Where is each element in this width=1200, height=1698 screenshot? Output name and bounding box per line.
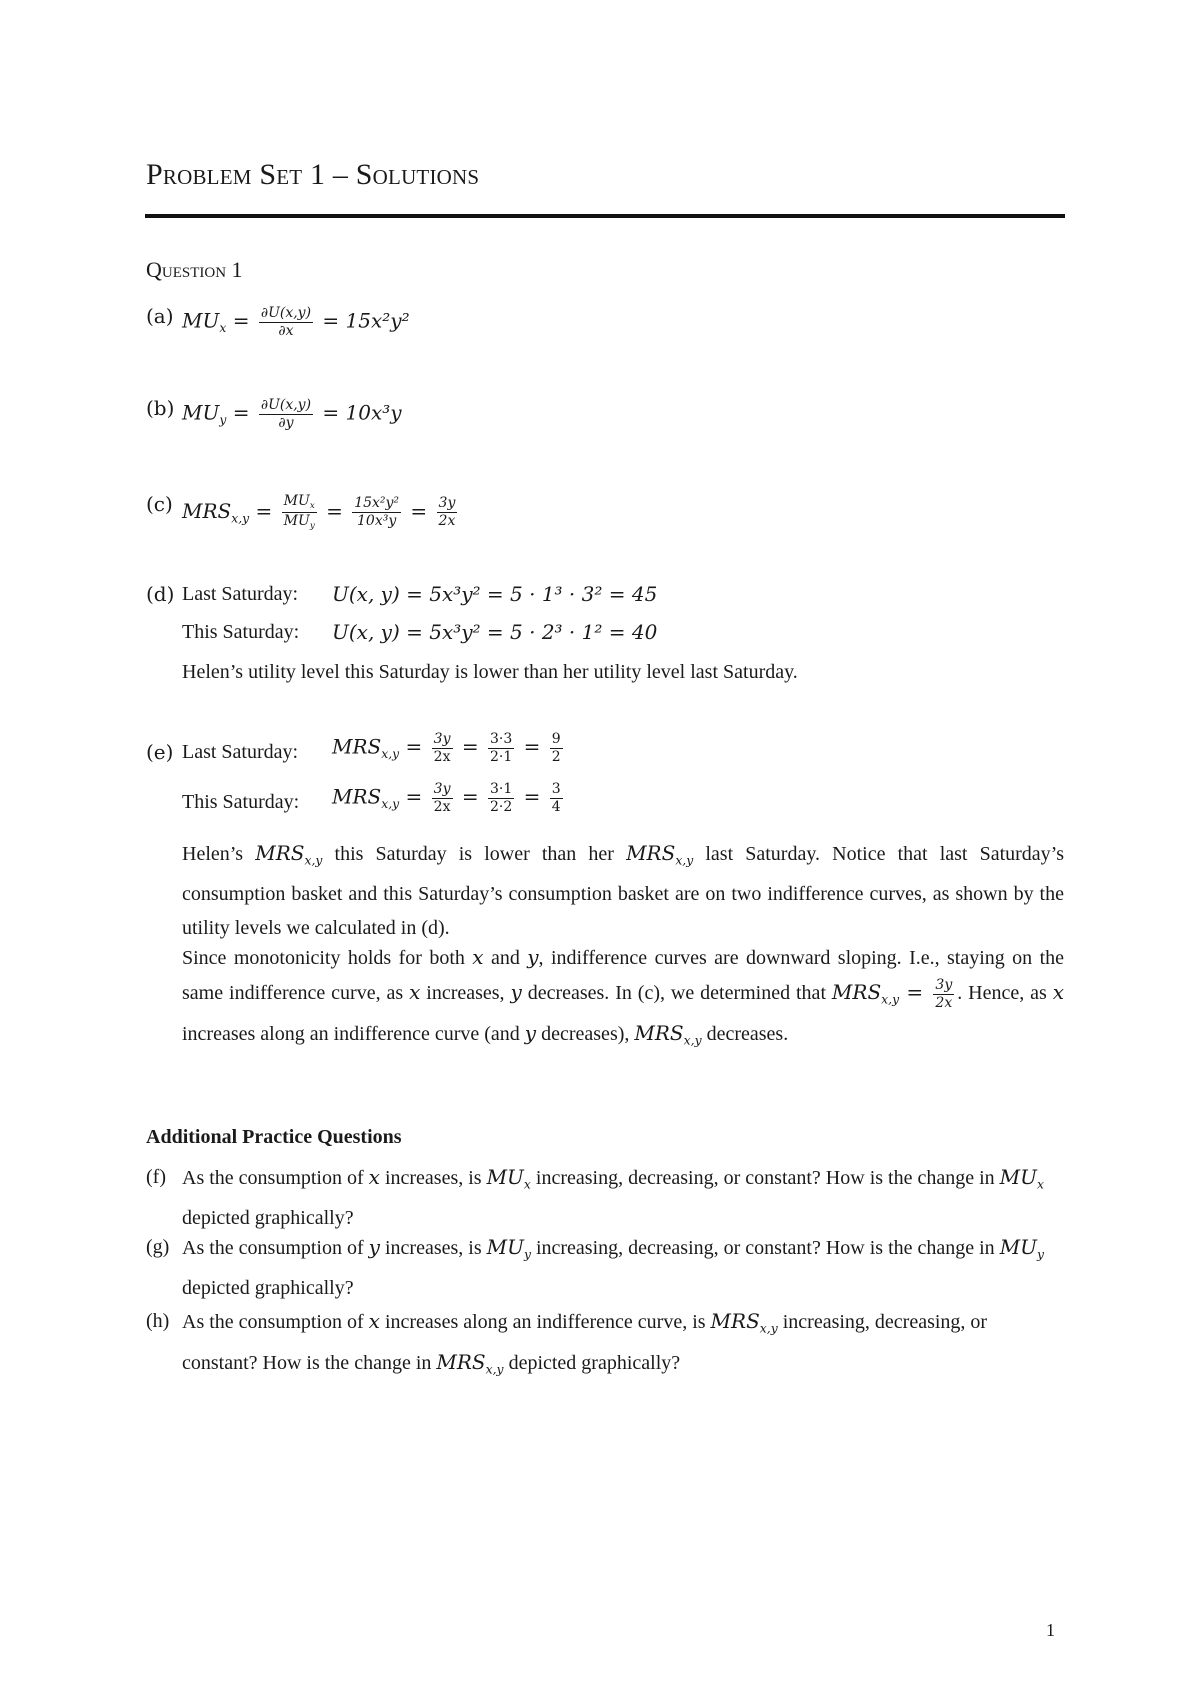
additional-practice-heading: Additional Practice Questions: [146, 1126, 402, 1148]
part-e-paragraph-2: Since monotonicity holds for both x and y, indifference curves are downward sloping. I.e., staying on the same indifference curve, as x increases, y decreases. In (c), we determined that $MRS_{x,y}$ = $\frac{3y}{2x}$ . Hence, as x increases along an indifference curve (and y decreases), $MRS_{x,y}$ decreases.: [182, 945, 1065, 1048]
part-e-this-equation: $MRS_{x,y}$ = $\frac{3y}{2x}$ = $\frac{3\cdot 1}{2\cdot 2}$ = $\frac{3}{4}$: [332, 781, 561, 815]
part-e-this-label: This Saturday:: [182, 791, 300, 813]
part-b-equation: $MU_y$ = $\frac{\partial U(x,y)}{\partial y}$ = 10x³y: [182, 397, 402, 431]
part-a-fraction: $\frac{\partial U(x,y)}{\partial x}$: [260, 305, 312, 339]
part-d-last-equation: U(x, y) = 5x³y² = 5 · 1³ · 3² = 45: [332, 582, 658, 606]
part-d-last-label: Last Saturday:: [182, 583, 299, 605]
question-heading: Question 1: [146, 257, 243, 282]
part-c-fraction-2: $\frac{\text{15x²y²}}{\text{10x³y}}$: [354, 495, 400, 530]
page-number: 1: [1046, 1620, 1055, 1640]
practice-item-g: (g) As the consumption of y increases, is $MU_y$ increasing, decreasing, or constant? How is the change in $MU_y$ depicted graphically?: [146, 1235, 1045, 1300]
part-e-last-equation: $MRS_{x,y}$ = $\frac{3y}{2x}$ = $\frac{3\cdot 3}{2\cdot 1}$ = $\frac{9}{2}$: [332, 731, 561, 765]
part-d-this-label: This Saturday:: [182, 621, 300, 643]
part-e-label: (e): [146, 740, 174, 764]
part-d: [146, 584, 1064, 694]
part-b-fraction: $\frac{\partial U(x,y)}{\partial y}$: [260, 397, 312, 431]
part-c-equation: $MRS_{x,y}$ = $\frac{MU_x}{MU_y}$ = $\frac{\text{15x²y²}}{\text{10x³y}}$ = $\frac{3y}{2x}$: [182, 493, 456, 532]
part-e-paragraph-1: Helen’s $MRS_{x,y}$ this Saturday is lower than her $MRS_{x,y}$ last Saturday. Notice that last Saturday’s consumption basket and this Saturday’s consumption basket are on two indifference curves, as shown by the utility levels we calculated in (d).: [182, 841, 1065, 940]
part-e-last-label: Last Saturday:: [182, 741, 299, 763]
document-title: Problem Set 1 – Solutions: [146, 158, 480, 191]
part-d-this-equation: U(x, y) = 5x³y² = 5 · 2³ · 1² = 40: [332, 620, 658, 644]
part-d-label: (d): [146, 582, 175, 606]
part-c-fraction-1: $\frac{MU_x}{MU_y}$: [283, 493, 315, 532]
practice-item-h: (h) As the consumption of x increases along an indifference curve, is $MRS_{x,y}$ increasing, decreasing, or constant? How is the change in $MRS_{x,y}$ depicted graphically?: [146, 1309, 988, 1377]
part-e: [146, 731, 1064, 842]
part-a-equation: $MU_x$ = $\frac{\partial U(x,y)}{\partial x}$ = 15x²y²: [182, 305, 410, 339]
part-b-label: (b): [146, 396, 175, 420]
title-rule: [145, 214, 1065, 218]
practice-item-f: (f) As the consumption of x increases, is $MU_x$ increasing, decreasing, or constant? How is the change in $MU_x$ depicted graphically?: [146, 1165, 1044, 1230]
part-a-label: (a): [146, 304, 174, 328]
part-c-label: (c): [146, 492, 173, 516]
part-c-fraction-3: $\frac{3y}{2x}$: [438, 495, 456, 530]
part-d-note: Helen’s utility level this Saturday is lower than her utility level last Saturday.: [182, 661, 798, 683]
